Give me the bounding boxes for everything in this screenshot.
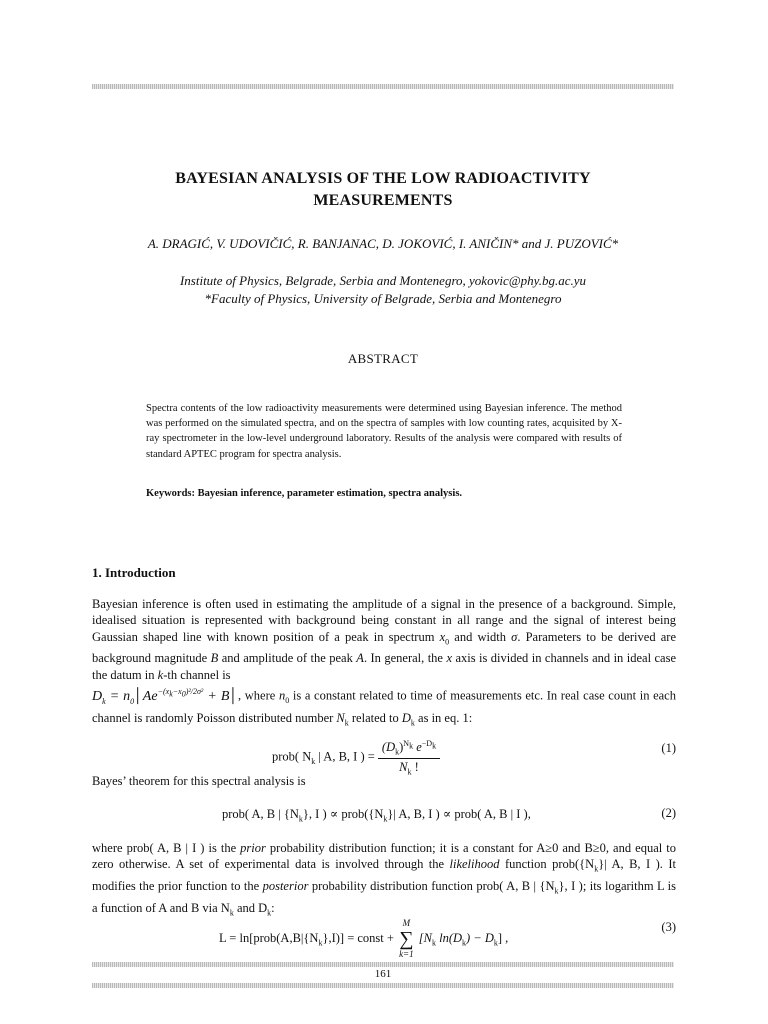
- eq1-fraction: $\frac{(D_k)^{N_k} e^{-D_k}}{N_k !}$: [378, 739, 440, 776]
- equation-number-3: (3): [661, 920, 676, 934]
- bottom-rule-upper: [92, 962, 674, 967]
- top-rule: [92, 84, 674, 89]
- bottom-rule-lower: [92, 983, 674, 988]
- equation-number-2: (2): [661, 806, 676, 820]
- intro-paragraph-2: $D_k$ = $n_0│Ae^{-(x_k-x_0)^2/2\sigma^2}$ + B│, where $n_0$ is a constant related to time of measurements etc. In real case count in each channel is randomly Poisson distributed number $N_k$ related to $D_k$ as in eq. 1:: [92, 687, 676, 728]
- affiliations: [92, 272, 674, 308]
- intro-paragraph-1: Bayesian inference is often used in estimating the amplitude of a signal in the presence of a background. Simple, idealised situation is represented with background being constant in all range and the signal of interest being Gaussian shaped line with known position of a peak in spectrum $x_0$ and width σ. Parameters to be derived are background magnitude B and amplitude of the peak A. In general, the x axis is divided in channels and in ideal case the datum in k-th channel is: [92, 597, 676, 682]
- equation-1: prob( $N_k$ | A, B, I ) = $\frac{(D_k)^{N_k} e^{-D_k}}{N_k !}$ (1): [272, 739, 676, 777]
- formula-dk: $D_k$ = $n_0│Ae^{-(x_k-x_0)^2/2\sigma^2}$ + B│: [92, 687, 238, 706]
- bayes-theorem-intro: Bayes’ theorem for this spectral analysis is: [92, 774, 306, 788]
- equation-3: $L = \ln[prob(A,B|\{N_k\},I)]$ = const + M ∑ k=1 [$N_k$ $\ln(D_k) - D_k$] , (3): [219, 918, 676, 959]
- keywords: Keywords: Bayesian inference, parameter estimation, spectra analysis.: [146, 488, 463, 499]
- intro-paragraph-3: where prob( A, B | I ) is the prior probability distribution function; it is a constant for A≥0 and B≥0, and equal to zero otherwise. A set of experimental data is involved through the likelihood function $prob(\{N_k\}|$ A, B, I ). It modifies the prior function to the posterior probability distribution function prob( A, B | $\{N_k\}$, I ); its logarithm L is a function of A and B via $N_k$ and $D_k$:: [92, 841, 677, 918]
- author-list: A. DRAGIĆ, V. UDOVIČIĆ, R. BANJANAC, D. JOKOVIĆ, I. ANIČIN* and J. PUZOVIĆ*: [147, 236, 619, 251]
- abstract-body: Spectra contents of the low radioactivity measurements were determined using Bayesian inference. The method was performed on the simulated spectra, and on the spectra of samples with low counting rates, acquisited by X-ray spectrometer in the low-level underground laboratory. Results of the analysis were compared with results of standard APTEC program for spectra analysis.: [146, 403, 622, 460]
- page-number: 161: [374, 968, 392, 980]
- section-heading: 1. Introduction: [92, 565, 176, 580]
- abstract-heading: ABSTRACT: [347, 351, 419, 366]
- paper-title: BAYESIAN ANALYSIS OF THE LOW RADIOACTIVITY MEASUREMENTS: [175, 170, 591, 209]
- affiliation-1: Institute of Physics, Belgrade, Serbia and Montenegro, yokovic@phy.bg.ac.yu: [179, 273, 587, 288]
- summation: M ∑ k=1: [399, 918, 414, 959]
- equation-number-1: (1): [661, 741, 676, 755]
- affiliation-2: *Faculty of Physics, University of Belgrade, Serbia and Montenegro: [204, 291, 562, 306]
